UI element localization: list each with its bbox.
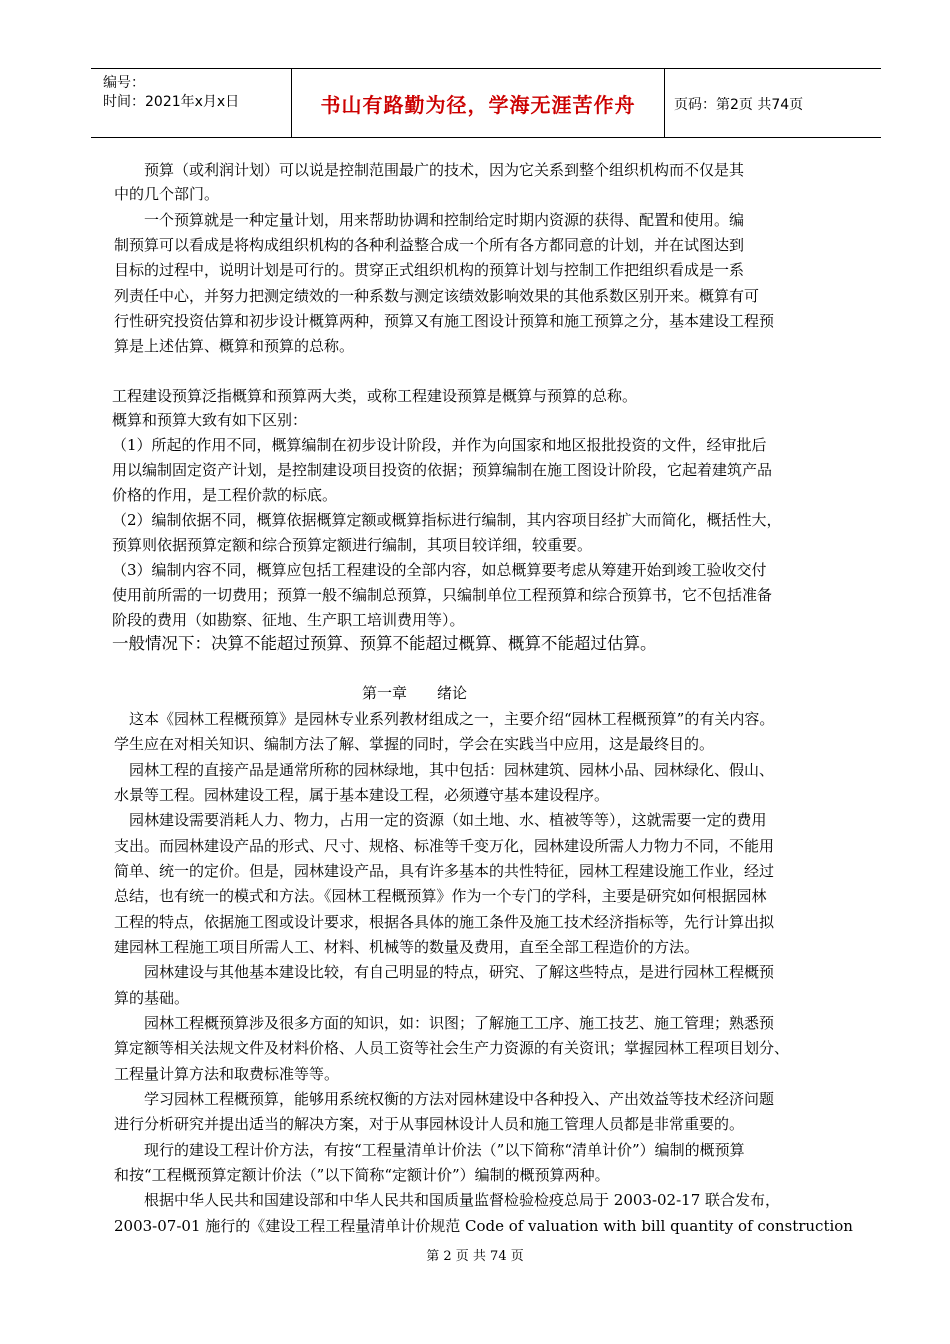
header-motto: 书山有路勤为径，学海无涯苦作舟: [320, 93, 636, 117]
body-line: 园林工程的直接产品是通常所称的园林绿地，其中包括：园林建筑、园林小品、园林绿化、假山、: [114, 761, 775, 779]
body-line: 2003-07-01 施行的《建设工程工程量清单计价规范 Code of valuation with bill quantity of construction: [114, 1217, 853, 1235]
body-line: 和按“工程概预算定额计价法（”以下简称“定额计价”）编制的概预算两种。: [114, 1166, 610, 1184]
document-number-label: 编号：: [103, 75, 145, 91]
summary-statement: 一般情况下：决算不能超过预算、预算不能超过概算、概算不能超过估算。: [112, 634, 657, 653]
body-line: 简单、统一的定价。但是，园林建设产品，具有许多基本的共性特征，园林工程建设施工作业，经过: [114, 862, 775, 880]
body-line: 园林建设需要消耗人力、物力，占用一定的资源（如土地、水、植被等等），这就需要一定的费用: [114, 811, 767, 829]
body-line: 进行分析研究并提出适当的解决方案，对于从事园林设计人员和施工管理人员都是非常重要的。: [114, 1115, 745, 1133]
body-line: 概算和预算大致有如下区别：: [112, 411, 308, 429]
body-line: 学习园林工程概预算，能够用系统权衡的方法对园林建设中各种投入、产出效益等技术经济问题: [114, 1090, 775, 1108]
document-time-label: 时间：2021年x月x日: [103, 94, 240, 110]
header-page-cell: [664, 69, 881, 137]
body-line: 一个预算就是一种定量计划，用来帮助协调和控制给定时期内资源的获得、配置和使用。编: [114, 211, 745, 229]
body-line: 目标的过程中，说明计划是可行的。贯穿正式组织机构的预算计划与控制工作把组织看成是一系: [114, 261, 745, 279]
body-line: 工程建设预算泛指概算和预算两大类，或称工程建设预算是概算与预算的总称。: [112, 387, 638, 405]
body-line: 中的几个部门。: [114, 185, 220, 203]
body-line: 制预算可以看成是将构成组织机构的各种利益整合成一个所有各方都同意的计划，并在试图达到: [114, 236, 745, 254]
body-line: 园林工程概预算涉及很多方面的知识，如：识图；了解施工工序、施工技艺、施工管理；熟悉预: [114, 1014, 775, 1032]
body-line: 学生应在对相关知识、编制方法了解、掌握的同时，学会在实践当中应用，这是最终目的。: [114, 735, 715, 753]
page-footer: 第 2 页 共 74 页: [426, 1249, 524, 1264]
body-line: （1）所起的作用不同，概算编制在初步设计阶段，并作为向国家和地区报批投资的文件，经审批后: [112, 436, 767, 454]
body-line: 算的基础。: [114, 989, 190, 1007]
body-line: 使用前所需的一切费用；预算一般不编制总预算，只编制单位工程预算和综合预算书，它不包括准备: [112, 586, 773, 604]
header-motto-cell: [291, 69, 665, 137]
body-line: （3）编制内容不同，概算应包括工程建设的全部内容，如总概算要考虑从筹建开始到竣工验收交付: [112, 561, 767, 579]
body-line: 行性研究投资估算和初步设计概算两种，预算又有施工图设计预算和施工预算之分，基本建设工程预: [114, 312, 775, 330]
body-line: 算是上述估算、概算和预算的总称。: [114, 337, 355, 355]
body-line: 列责任中心，并努力把测定绩效的一种系数与测定该绩效影响效果的其他系数区别开来。概算有可: [114, 287, 760, 305]
body-line: 这本《园林工程概预算》是园林专业系列教材组成之一，主要介绍“园林工程概预算”的有关内容。: [114, 710, 775, 728]
header-page-code: 页码：第2页 共74页: [674, 97, 804, 113]
body-line: 建园林工程施工项目所需人工、材料、机械等的数量及费用，直至全部工程造价的方法。: [114, 938, 700, 956]
body-line: 工程量计算方法和取费标准等等。: [114, 1065, 340, 1083]
header-meta-cell: [91, 69, 291, 137]
body-line: 总结，也有统一的模式和方法。《园林工程概预算》作为一个专门的学科，主要是研究如何根据园林: [114, 887, 767, 905]
body-line: 根据中华人民共和国建设部和中华人民共和国质量监督检验检疫总局于 2003-02-17 联合发布，: [114, 1191, 781, 1209]
page-header: [91, 68, 881, 138]
body-line: 水景等工程。园林建设工程，属于基本建设工程，必须遵守基本建设程序。: [114, 786, 610, 804]
body-line: 园林建设与其他基本建设比较，有自己明显的特点，研究、了解这些特点，是进行园林工程概预: [114, 963, 775, 981]
body-line: 工程的特点，依据施工图或设计要求，根据各具体的施工条件及施工技术经济指标等，先行计算出拟: [114, 913, 775, 931]
chapter-heading: 第一章 绪论: [362, 684, 468, 702]
body-line: 算定额等相关法规文件及材料价格、人员工资等社会生产力资源的有关资讯；掌握园林工程项目划分、: [114, 1039, 790, 1057]
body-line: 预算（或利润计划）可以说是控制范围最广的技术，因为它关系到整个组织机构而不仅是其: [114, 161, 745, 179]
body-line: 用以编制固定资产计划，是控制建设项目投资的依据；预算编制在施工图设计阶段，它起着建筑产品: [112, 461, 773, 479]
body-line: 预算则依据预算定额和综合预算定额进行编制，其项目较详细，较重要。: [112, 536, 593, 554]
body-line: 阶段的费用（如勘察、征地、生产职工培训费用等）。: [112, 611, 465, 629]
body-line: 价格的作用，是工程价款的标底。: [112, 486, 338, 504]
body-line: （2）编制依据不同，概算依据概算定额或概算指标进行编制，其内容项目经扩大而简化，概括性大，: [112, 511, 782, 529]
body-line: 支出。而园林建设产品的形式、尺寸、规格、标准等千变万化，园林建设所需人力物力不同，不能用: [114, 837, 775, 855]
body-line: 现行的建设工程计价方法，有按“工程量清单计价法（”以下简称“清单计价”）编制的概预算: [114, 1141, 745, 1159]
